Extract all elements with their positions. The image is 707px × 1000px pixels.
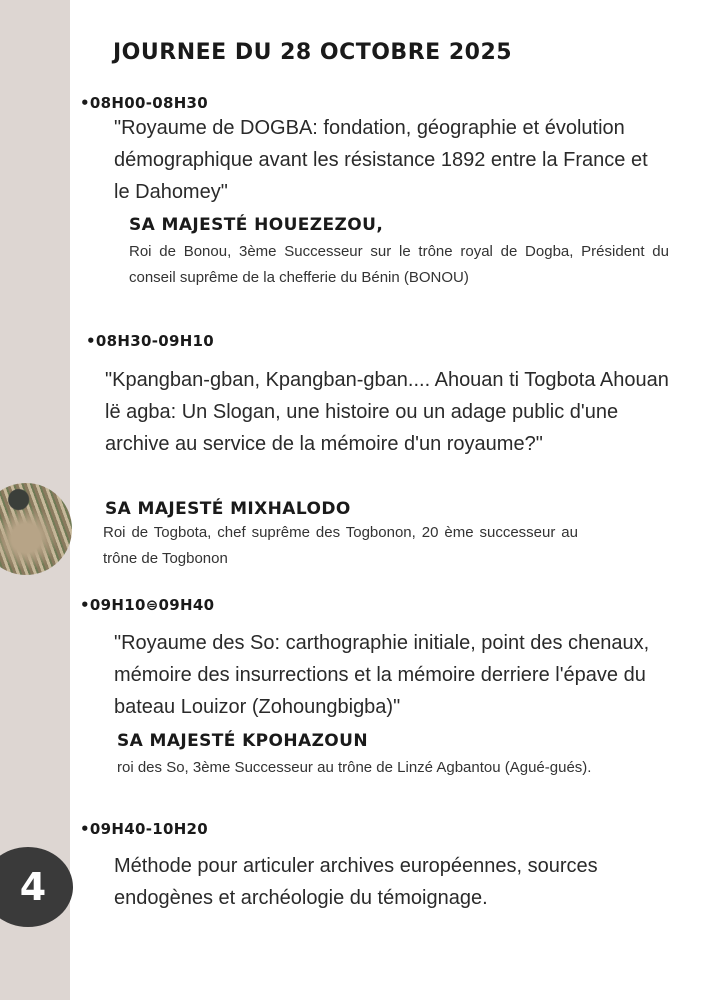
page-number: 4 xyxy=(19,865,47,909)
page-heading: JOURNEE DU 28 OCTOBRE 2025 xyxy=(113,40,513,65)
session-talk-title: "Royaume des So: carthographie initiale, point des chenaux, mémoire des insurrections et la mémoire derriere l'épave du bateau Louizor (Zohoungbigba)" xyxy=(114,632,650,718)
session-talk-title: Méthode pour articuler archives européennes, sources endogènes et archéologie du témoignage. xyxy=(114,855,598,909)
speaker-description: Roi de Togbota, chef suprême des Togbonon, 20 ème successeur au trône de Togbonon xyxy=(103,524,578,567)
session-time: •09H10⊜09H40 xyxy=(80,596,215,614)
session-time: •08H00-08H30 xyxy=(80,94,209,112)
speaker-name: SA MAJESTÉ HOUEZEZOU, xyxy=(129,215,384,235)
speaker-description: roi des So, 3ème Successeur au trône de Linzé Agbantou (Agué-gués). xyxy=(117,759,592,776)
speaker-description: Roi de Bonou, 3ème Successeur sur le trône royal de Dogba, Président du conseil suprême de la chefferie du Bénin (BONOU) xyxy=(129,243,669,286)
session-time: •09H40-10H20 xyxy=(80,820,209,838)
session-talk-title: "Royaume de DOGBA: fondation, géographie et évolution démographique avant les résistance 1892 entre la France et le Dahomey" xyxy=(114,117,648,203)
session-talk-title: "Kpangban-gban, Kpangban-gban.... Ahouan ti Togbota Ahouan lë agba: Un Slogan, une histoire ou un adage public d'une archive au service de la mémoire d'un royaume?" xyxy=(105,369,669,455)
session-time: •08H30-09H10 xyxy=(86,332,215,350)
speaker-name: SA MAJESTÉ MIXHALODO xyxy=(105,499,351,519)
speaker-name: SA MAJESTÉ KPOHAZOUN xyxy=(117,731,368,751)
